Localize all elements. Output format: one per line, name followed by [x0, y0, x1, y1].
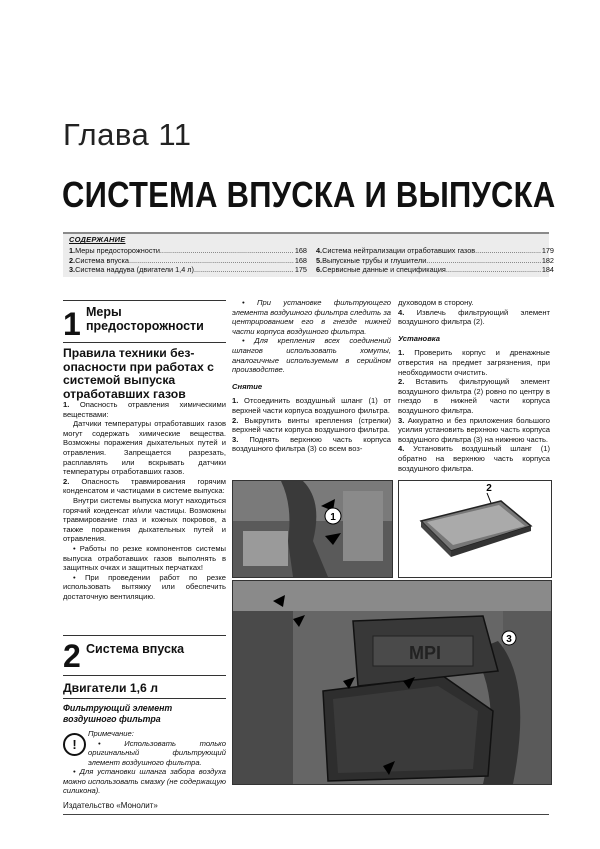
- middle-column-text: [232, 298, 391, 454]
- install-heading: Установка: [398, 333, 440, 343]
- section-1-title: Меры предосторожности: [86, 305, 204, 333]
- publisher: Издательство «Монолит»: [63, 801, 158, 810]
- toc-entry[interactable]: 3. Система наддува (двигатели 1,4 л) ..... 175: [69, 265, 307, 275]
- toc-entry[interactable]: 4. Система нейтрализации отработавших газов ..... 179: [316, 246, 554, 256]
- paragraph: 2. Вставить фильтрующий элемент воздушного фильтра (2) ровно по центру в гнездо в нижней части корпуса воздушного фильтра.: [398, 377, 550, 415]
- paragraph: Внутри системы выпуска могут находиться горячий конденсат и/или частицы. Возможны травмирование глаз и кожных покровов, а также поражения дыхательных путей и отравления.: [63, 495, 226, 544]
- section-divider: [63, 675, 226, 676]
- callout-3: 3: [506, 634, 512, 645]
- paragraph: Датчики температуры отработавших газов могут содержать химические вещества. Возможны поражения дыхательных путей и отравления. Запрещается разрезать, расплавлять или вскрывать датчики температуры отработавших газов.: [63, 419, 226, 477]
- toc-entry[interactable]: 5. Выпускные трубы и глушители ..... 182: [316, 256, 554, 266]
- toc-right-column: [316, 246, 554, 275]
- callout-1: 1: [330, 512, 336, 523]
- section-divider: [63, 342, 226, 343]
- paragraph: 1. Отсоединить воздушный шланг (1) от верхней части корпуса воздушного фильтра.: [232, 396, 391, 415]
- section-divider: [63, 698, 226, 699]
- note-item: • Для установки шланга забора воздуха можно использовать смазку (не содержащую силикона).: [63, 767, 226, 796]
- note-label: Примечание:: [88, 729, 134, 738]
- note-text-continued: [63, 767, 226, 796]
- paragraph: 1. Опасность отравления химическими веществами:: [63, 400, 226, 419]
- photo-filter-element: [398, 480, 552, 578]
- toc-heading: СОДЕРЖАНИЕ: [69, 235, 126, 244]
- section-2-number: 2: [63, 638, 81, 674]
- note-item: • Использовать только оригинальный фильтрующий элемент воздушного фильтра.: [88, 738, 226, 767]
- paragraph: 2. Выкрутить винты крепления (стрелки) верхней части корпуса воздушного фильтра.: [232, 415, 391, 435]
- photo-engine-bay: [232, 580, 552, 785]
- paragraph: 2. Опасность травмирования горячим конденсатом и частицами в системе выпуска:: [63, 476, 226, 496]
- paragraph: • При установке фильтрующего элемента воздушного фильтра следить за центрированием его в гнезде нижней части корпуса воздушного фильтра.: [232, 298, 391, 336]
- toc-entry[interactable]: 1. Меры предосторожности ..... 168: [69, 246, 307, 256]
- toc-entry[interactable]: 6. Сервисные данные и спецификация ..... 184: [316, 265, 554, 275]
- note-text: [88, 729, 226, 767]
- table-of-contents: [63, 232, 554, 277]
- footer-rule: [63, 814, 549, 815]
- paragraph: • Для крепления всех соединений шлангов использовать хомуты, аналогичные используемым в серийном производстве.: [232, 336, 391, 375]
- paragraph: 4. Извлечь фильтрующий элемент воздушного фильтра (2).: [398, 307, 550, 327]
- chapter-title: СИСТЕМА ВПУСКА И ВЫПУСКА: [62, 174, 556, 215]
- safety-subheading: Правила техники без-опасности при работах с системой выпуска отработавших газов: [63, 346, 214, 401]
- right-column-text: [398, 298, 550, 473]
- section-1-number: 1: [63, 306, 81, 342]
- paragraph: 4. Установить воздушный шланг (1) обратно на верхнюю часть корпуса воздушного фильтра.: [398, 444, 550, 473]
- callout-2: 2: [486, 483, 492, 494]
- paragraph: • При проведении работ по резке использовать вытяжку или обеспечить достаточную вентиляцию.: [63, 572, 226, 601]
- paragraph: • Работы по резке компонентов системы выпуска отработавших газов выполнять в защитных очках и защитных перчатках!: [63, 543, 226, 573]
- section-divider: [63, 635, 226, 636]
- section-2-title: Система впуска: [86, 642, 185, 656]
- engine-subheading: Двигатели 1,6 л: [63, 681, 158, 695]
- paragraph: 1. Проверить корпус и дренажные отверстия на предмет загрязнения, при необходимости очистить.: [398, 348, 550, 377]
- paragraph: 3. Аккуратно и без приложения большого усилия установить верхнюю часть корпуса воздушного фильтра (3) на нижнюю часть.: [398, 415, 550, 444]
- photo-air-hose: [232, 480, 393, 578]
- removal-heading: Снятие: [232, 381, 263, 391]
- toc-left-column: [69, 246, 307, 275]
- paragraph: духоводом в сторону.: [398, 298, 474, 307]
- cover-logo: MPI: [408, 643, 442, 663]
- safety-text: [63, 400, 226, 601]
- toc-entry[interactable]: 2. Система впуска ..... 168: [69, 256, 307, 266]
- filter-subheading: Фильтрующий элемент воздушного фильтра: [63, 703, 173, 724]
- chapter-number: Глава 11: [63, 117, 192, 152]
- section-divider: [63, 300, 226, 301]
- warning-icon: !: [63, 733, 86, 756]
- paragraph: 3. Поднять верхнюю часть корпуса воздушного фильтра (3) со всем воз-: [232, 434, 391, 454]
